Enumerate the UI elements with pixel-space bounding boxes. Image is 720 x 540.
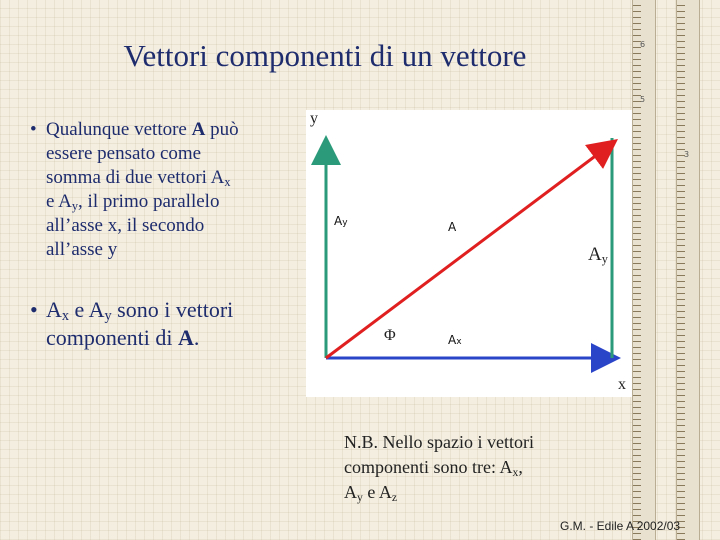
bullet-dot: • <box>30 119 37 140</box>
ruler-right <box>676 0 700 540</box>
bullet-dot: • <box>30 297 38 322</box>
note-text: N.B. Nello spazio i vettori componenti sono tre: $A_x$, $A_y$ e $A_z$ <box>344 432 534 504</box>
y-axis-label: y <box>310 110 318 127</box>
bullet-2: • $A_x$ e $A_y$ sono i vettori componenti di A. <box>30 297 234 350</box>
ruler-tick-label: 3 <box>684 150 690 159</box>
phi-label: Φ <box>384 327 396 344</box>
a-label: A <box>448 220 457 234</box>
vector-diagram <box>306 110 632 397</box>
bullet-1: • Qualunque vettore A può essere pensato come somma di due vettori $A_x$ e $A_y$, il primo parallelo all’asse x, il secondo all’asse y <box>30 119 239 260</box>
ay-label-left: Ay <box>334 214 348 228</box>
slide-title: Vettori componenti di un vettore <box>123 38 527 73</box>
x-axis-label: x <box>618 376 626 393</box>
a-vector-arrow <box>326 148 606 358</box>
ay-label-right: $A_y$ <box>588 244 608 266</box>
vector-diagram-svg <box>306 110 632 397</box>
ruler-left <box>632 0 656 540</box>
ax-label: Ax <box>448 333 462 347</box>
footer-credit: G.M. - Edile A 2002/03 <box>560 519 681 533</box>
ruler-tick-label: 5 <box>640 95 646 104</box>
ruler-tick-label: 6 <box>640 40 646 49</box>
